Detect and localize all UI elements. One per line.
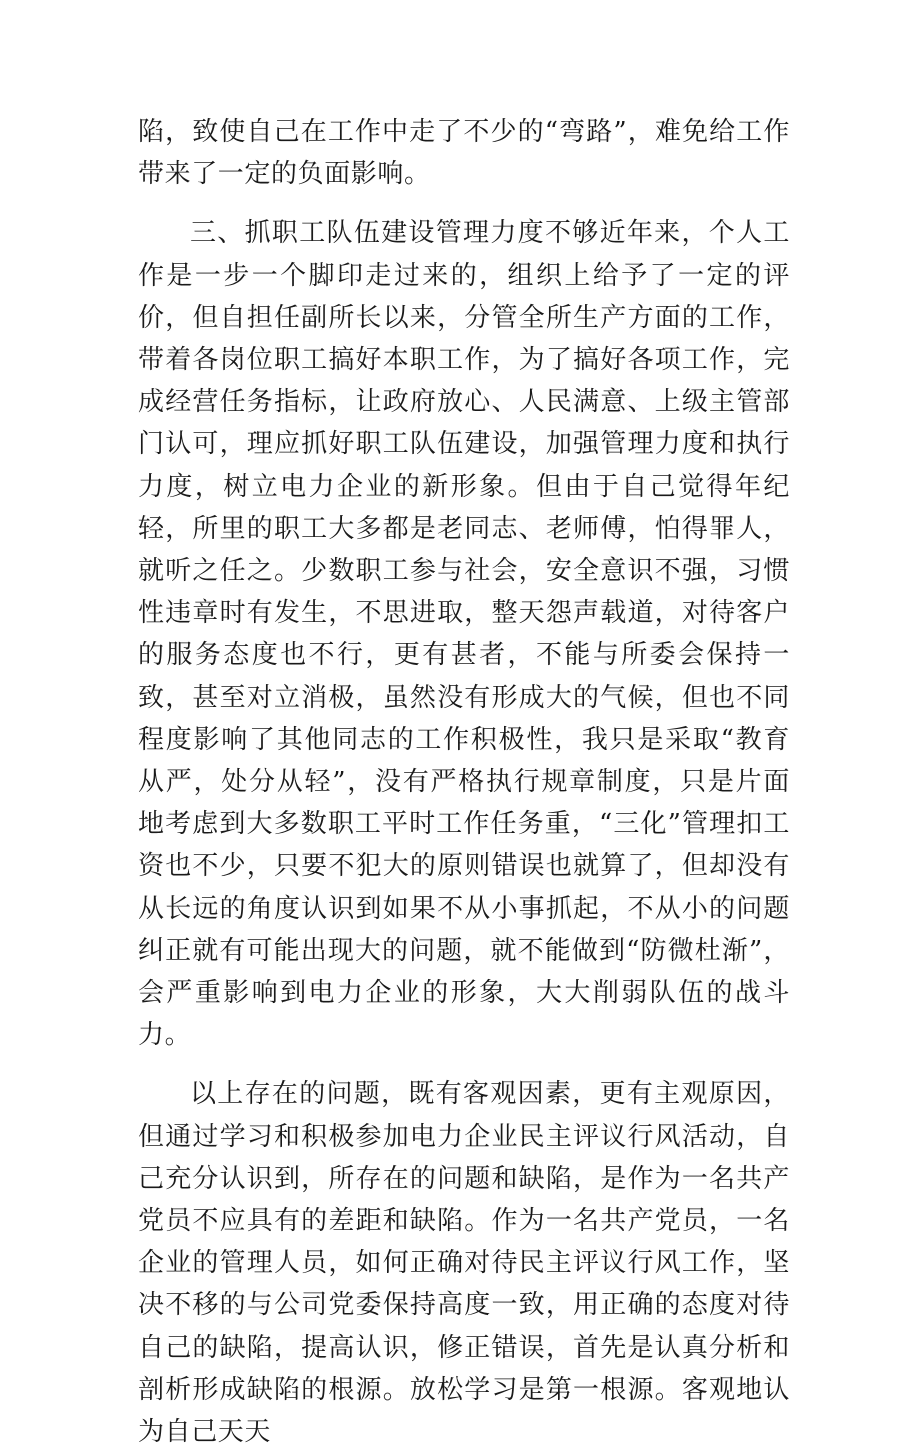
paragraph-team-management: 三、抓职工队伍建设管理力度不够近年来，个人工作是一步一个脚印走过来的，组织上给予了一定的评价，但自担任副所长以来，分管全所生产方面的工作，带着各岗位职工搞好本职工作，为了搞好各项工作，完成经营任务指标，让政府放心、人民满意、上级主管部门认可，理应抓好职工队伍建设，加强管理力度和执行力度，树立电力企业的新形象。但由于自己觉得年纪轻，所里的职工大多都是老同志、老师傅，怕得罪人，就听之任之。少数职工参与社会，安全意识不强，习惯性违章时有发生，不思进取，整天怨声载道，对待客户的服务态度也不行，更有甚者，不能与所委会保持一致，甚至对立消极，虽然没有形成大的气候，但也不同程度影响了其他同志的工作积极性，我只是采取“教育从严，处分从轻”，没有严格执行规章制度，只是片面地考虑到大多数职工平时工作任务重，“三化”管理扣工资也不少，只要不犯大的原则错误也就算了，但却没有从长远的角度认识到如果不从小事抓起，不从小的问题纠正就有可能出现大的问题，就不能做到“防微杜渐”，会严重影响到电力企业的形象，大大削弱队伍的战斗力。 bbox=[138, 218, 790, 1051]
paragraph-continuation: 陷，致使自己在工作中走了不少的“弯路”，难免给工作带来了一定的负面影响。 bbox=[138, 117, 790, 190]
paragraph-root-causes: 以上存在的问题，既有客观因素，更有主观原因，但通过学习和积极参加电力企业民主评议行风活动，自己充分认识到，所存在的问题和缺陷，是作为一名共产党员不应具有的差距和缺陷。作为一名共产党员，一名企业的管理人员，如何正确对待民主评议行风工作，坚决不移的与公司党委保持高度一致，用正确的态度对待自己的缺陷，提高认识，修正错误，首先是认真分析和剖析形成缺陷的根源。放松学习是第一根源。客观地认为自己天天 bbox=[138, 1079, 790, 1448]
